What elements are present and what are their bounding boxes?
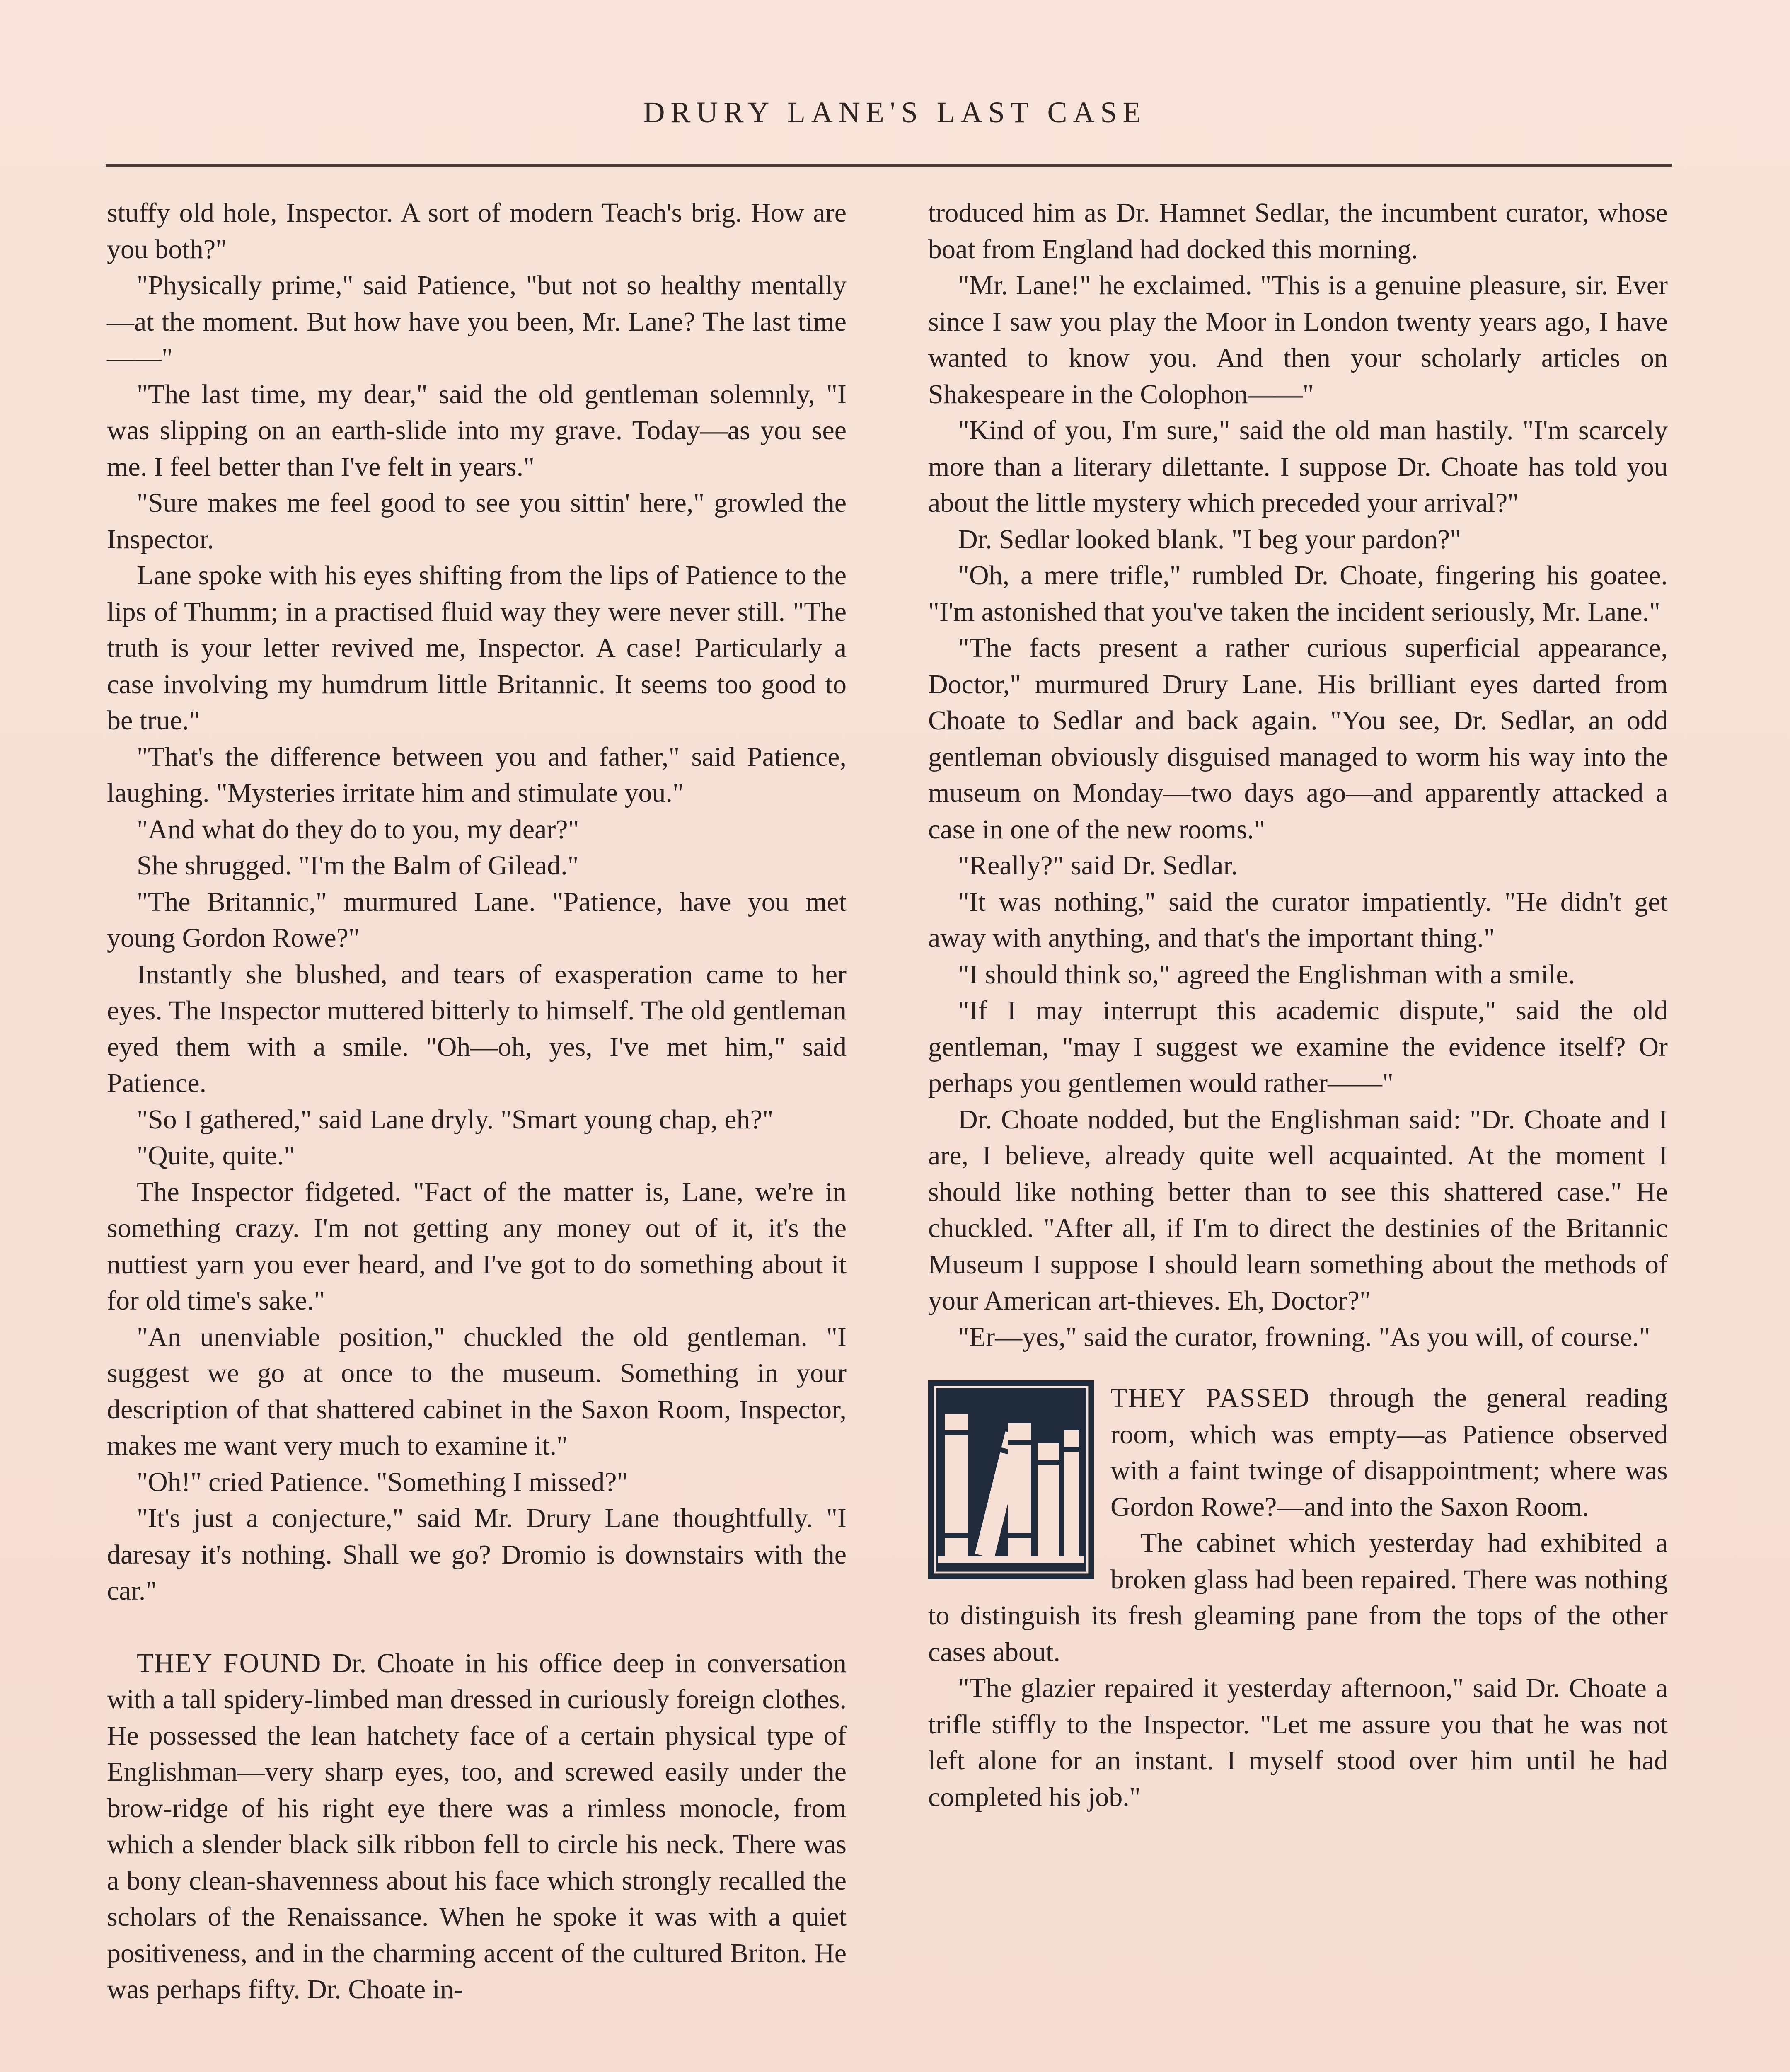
paragraph: "Physically prime," said Patience, "but not so healthy mentally—at the moment. But how have you been, Mr. Lane? The last time——": [107, 270, 847, 373]
paragraph: "It's just a conjecture," said Mr. Drury Lane thoughtfully. "I daresay it's nothing. Shall we go? Dromio is downstairs with the car.": [107, 1503, 847, 1606]
left-column: [107, 195, 847, 2008]
paragraph: "The facts present a rather curious superficial appearance, Doctor," murmured Drury Lane. His brilliant eyes darted from Choate to Sedlar and back again. "You see, Dr. Sedlar, an odd gentleman obviously disguised managed to worm his way into the museum on Monday—two days ago—and apparently attacked a case in one of the new rooms.": [928, 633, 1668, 845]
paragraph: "Oh, a mere trifle," rumbled Dr. Choate, fingering his goatee. "I'm astonished that you've taken the incident seriously, Mr. Lane.": [928, 560, 1668, 627]
paragraph: "Really?" said Dr. Sedlar.: [958, 850, 1238, 881]
paragraph: The Inspector fidgeted. "Fact of the matter is, Lane, we're in something crazy. I'm not getting any money out of it, it's the nuttiest yarn you ever heard, and I've got to do something about it for old time's sake.": [107, 1176, 847, 1316]
section-lead-in: THEY PASSED: [1110, 1383, 1310, 1413]
paragraph: "If I may interrupt this academic dispute," said the old gentleman, "may I suggest we examine the evidence itself? Or perhaps you gentlemen would rather——": [928, 995, 1668, 1098]
paragraph: Instantly she blushed, and tears of exasperation came to her eyes. The Inspector muttered bitterly to himself. The old gentleman eyed them with a smile. "Oh—oh, yes, I've met him," said Patience.: [107, 959, 847, 1098]
paragraph: "Kind of you, I'm sure," said the old man hastily. "I'm scarcely more than a literary dilettante. I suppose Dr. Choate has told you about the little mystery which preceded your arrival?": [928, 415, 1668, 518]
paragraph: "Quite, quite.": [137, 1140, 295, 1171]
paragraph: She shrugged. "I'm the Balm of Gilead.": [137, 850, 579, 881]
paragraph: troduced him as Dr. Hamnet Sedlar, the incumbent curator, whose boat from England had docked this morning.: [928, 198, 1668, 264]
paragraph: Dr. Choate nodded, but the Englishman said: "Dr. Choate and I are, I believe, already quite well acquainted. At the moment I should like nothing better than to see this shattered case." He chuckled. "After all, if I'm to direct the destinies of the Britannic Museum I suppose I should learn something about the methods of your American art-thieves. Eh, Doctor?": [928, 1104, 1668, 1316]
paragraph: Lane spoke with his eyes shifting from the lips of Patience to the lips of Thumm; in a practised fluid way they were never still. "The truth is your letter revived me, Inspector. A case! Particularly a case involving my humdrum little Britannic. It seems too good to be true.": [107, 560, 847, 736]
paragraph: "It was nothing," said the curator impatiently. "He didn't get away with anything, and that's the important thing.": [928, 886, 1668, 953]
books-on-shelf-icon: [928, 1380, 1094, 1580]
section-text: through the general reading room, which was empty—as Patience observed with a faint twinge of disappointment; where was Gordon Rowe?—and into the Saxon Room.: [1110, 1383, 1668, 1522]
paragraph: "The Britannic," murmured Lane. "Patience, have you met young Gordon Rowe?": [107, 886, 847, 953]
paragraph: "Mr. Lane!" he exclaimed. "This is a genuine pleasure, sir. Ever since I saw you play the Moor in London twenty years ago, I have wanted to know you. And then your scholarly articles on Shakespeare in the Colophon——": [928, 270, 1668, 409]
paragraph: "Er—yes," said the curator, frowning. "As you will, of course.": [958, 1322, 1650, 1352]
paragraph: stuffy old hole, Inspector. A sort of modern Teach's brig. How are you both?": [107, 198, 847, 264]
section-lead-in: THEY FOUND: [137, 1648, 322, 1678]
paragraph: The cabinet which yesterday had exhibited a broken glass had been repaired. There was nothing to distinguish its fresh gleaming pane from the tops of the other cases about.: [928, 1528, 1668, 1667]
paragraph: "And what do they do to you, my dear?": [137, 814, 579, 845]
paragraph: Dr. Sedlar looked blank. "I beg your pardon?": [958, 524, 1461, 554]
paragraph: "So I gathered," said Lane dryly. "Smart young chap, eh?": [137, 1104, 774, 1135]
section-paragraph: [107, 1645, 847, 2008]
paragraph: "Oh!" cried Patience. "Something I missed?": [137, 1467, 628, 1497]
paragraph: "Sure makes me feel good to see you sittin' here," growled the Inspector.: [107, 488, 847, 554]
section-text: Dr. Choate in his office deep in conversation with a tall spidery-limbed man dressed in curiously foreign clothes. He possessed the lean hatchety face of a certain physical type of Englishman—very sharp eyes, too, and screwed easily under the brow-ridge of his right eye there was a rimless monocle, from which a slender black silk ribbon fell to circle his neck. There was a bony clean-shavenness about his face which strongly recalled the scholars of the Renaissance. When he spoke it was with a quiet positiveness, and in the charming accent of the cultured Briton. He was perhaps fifty. Dr. Choate in-: [107, 1648, 847, 2004]
paragraph: "The glazier repaired it yesterday afternoon," said Dr. Choate a trifle stiffly to the Inspector. "Let me assure you that he was not left alone for an instant. I myself stood over him until he had completed his job.": [928, 1673, 1668, 1812]
paragraph: "I should think so," agreed the Englishman with a smile.: [958, 959, 1575, 990]
paragraph: "That's the difference between you and father," said Patience, laughing. "Mysteries irritate him and stimulate you.": [107, 741, 847, 808]
paragraph: "An unenviable position," chuckled the old gentleman. "I suggest we go at once to the museum. Something in your description of that shattered cabinet in the Saxon Room, Inspector, makes me want very much to examine it.": [107, 1322, 847, 1461]
header-rule: [106, 164, 1672, 167]
running-title: DRURY LANE'S LAST CASE: [643, 96, 1147, 129]
paragraph: "The last time, my dear," said the old gentleman solemnly, "I was slipping on an earth-slide into my grave. Today—as you see me. I feel better than I've felt in years.": [107, 379, 847, 482]
right-column: [928, 195, 1668, 1815]
